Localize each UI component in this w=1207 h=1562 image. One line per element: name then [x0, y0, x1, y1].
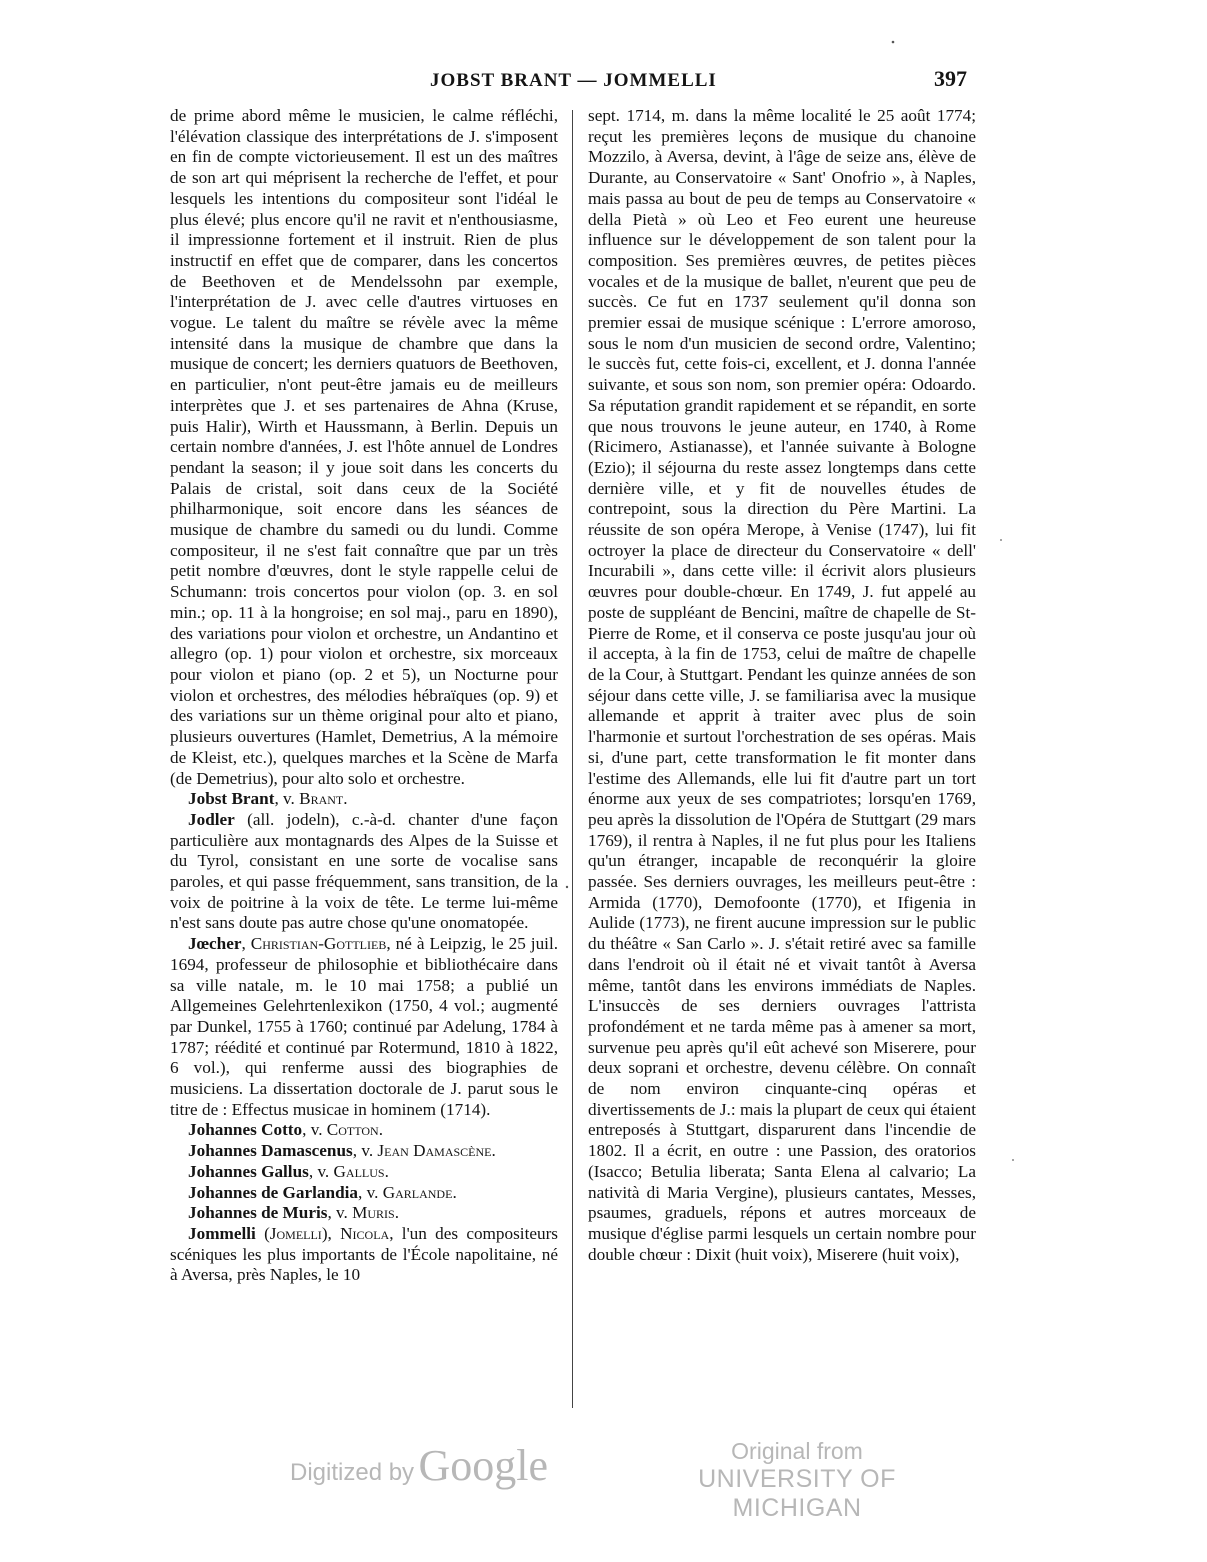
headword: Johannes de Muris [188, 1203, 328, 1223]
digitized-by-google-watermark [290, 1440, 548, 1491]
dust-speck [892, 41, 895, 44]
entry-text: , né à Leipzig, le 25 juil. 1694, professeur de philosophie et bibliothécaire dans sa ville natale, m. le 10 mai 1758; a publié un Allgemeines Gelehrtenlexikon (1750, 4 vol.; augmenté par Dunkel, 1755 à 1760; continué par Adelung, 1784 à 1787; réédité et continué par Rotermund, 1810 à 1822, 6 vol.), qui renferme aussi des biographies de musiciens. La dissertation doctorale de J. parut sous le titre de : Effectus musicae in hominem (1714). [170, 934, 559, 1119]
entry-johannes-gallus: Johannes Gallus, v. Gallus. [188, 1161, 389, 1181]
cross-reference: Muris [352, 1203, 395, 1223]
headword: Jommelli [188, 1223, 256, 1243]
original-from-watermark [672, 1438, 922, 1523]
jommelli-entry-continued: sept. 1714, m. dans la même localité le 25 août 1774; reçut les premières leçons de musique du chanoine Mozzilo, à Aversa, devint, à l'âge de seize ans, élève de Durante, au Conservatoire « Sant' Onofrio », à Naples, mais passa au bout de peu de temps au Conservatoire « della Pietà » où Leo et Feo eurent une heureuse influence sur le développement de son talent pour la composition. Ses premières œuvres, de petites pièces vocales et de la musique de ballet, n'eurent que peu de succès. Ce fut en 1737 seulement qu'il donna son premier essai de musique scénique : L'errore amoroso, sous le nom d'un musicien de second ordre, Valentino; le succès fut, cette fois-ci, excellent, et J. donna l'année suivante, et sous son nom, son premier opéra: Odoardo. Sa réputation grandit rapidement et se répandit, en sorte que nous trouvons le jeune auteur, en 1740, à Rome (Ricimero, Astianasse), et l'année suivante à Bologne (Ezio); il séjourna du reste assez longtemps dans cette dernière ville, et y fit de nouvelles études de contrepoint, sous la direction du Père Martini. La réussite de son opéra Merope, à Venise (1747), lui fit octroyer la place de directeur du Conservatoire « dell' Incurabili », dans cette ville: il écrivit alors plusieurs œuvres pour double-chœur. En 1749, J. fut appelé au poste de suppléant de Bencini, maître de chapelle de St-Pierre de Rome, et il conserva ce poste jusqu'au jour où il accepta, à la fin de 1753, celui de maître de chapelle de la Cour, à Stuttgart. Pendant les quinze années de son séjour dans cette ville, J. se familiarisa avec la musique allemande et apprit à traiter avec plus de soin l'harmonie et surtout l'orchestration de ses opéras. Mais si, d'une part, cette transformation le fit monter dans l'estime des Allemands, elle lui fit d'autre part un tort énorme aux yeux de ses compatriotes; lorsqu'en 1769, peu après la dissolution de l'Opéra de Stuttgart (29 mars 1769), il rentra à Naples, il ne fut plus pour les Italiens qu'un étranger, incapable de reconquérir la gloire passée. Ses derniers ouvrages, les meilleurs peut-être : Armida (1770), Demofoonte (1770), et Ifigenia in Aulide (1773), ne firent aucune impression sur le public du théâtre « San Carlo ». J. s'était retiré avec sa famille dans l'endroit où il était né et vivait tantôt à Aversa même, tantôt dans les environs immédiats de Naples. L'insuccès de ses derniers ouvrages l'attrista profondément et ne tarda même pas à amener sa mort, survenue peu après qu'il eût achevé son Miserere, pour deux soprani et orchestre, devenu célèbre. On connaît de nom environ cinquante-cinq opéras et divertissements de J.: mais la plupart de ceux qui étaient entreposés à Stuttgart, disparurent dans l'incendie de 1802. Il a écrit, en outre : une Passion, des oratorios (Isacco; Betulia liberata; Santa Elena al calvario; La natività di Maria Vergine), plusieurs cantates, Messes, psaumes, graduels, répons et autres morceaux de musique d'église parmi lesquels un certain nombre pour double chœur : Dixit (huit voix), Miserere (huit voix), [588, 106, 976, 1264]
original-from-label: Original from [731, 1438, 863, 1464]
punctuation: . [343, 789, 348, 809]
alternate-spelling: Jomelli [269, 1223, 322, 1243]
entry-johannes-de-muris: Johannes de Muris, v. Muris. [188, 1203, 400, 1223]
dust-speck [566, 886, 568, 888]
johannes-cross-references [170, 1120, 558, 1224]
right-column [588, 106, 976, 1265]
given-names: Christian-Gottlieb [250, 934, 387, 954]
entry-text: (all. jodeln), c.-à-d. chanter d'une façon particulière aux montagnards des Alpes de la Suisse et du Tyrol, consistant en une sorte de vocalise sans paroles, et qui passe fréquemment, sans transition, de la voix de poitrine à la voix de tête. Le terme lui-même n'est sans doute pas autre chose qu'une onomatopée. [170, 809, 558, 933]
cross-reference: Gallus [333, 1161, 385, 1181]
headword: Jœcher [188, 934, 242, 954]
entry-text: , l'un des compositeurs scéniques les plus importants de l'École napolitaine, né à Aversa, près Naples, le 10 [170, 1223, 558, 1285]
running-head: JOBST BRANT — JOMMELLI [430, 70, 717, 91]
left-column [170, 106, 558, 1286]
page-number: 397 [934, 66, 967, 91]
entry-johannes-cotto: Johannes Cotto, v. Cotton. [188, 1120, 383, 1140]
entry-jommelli: Jommelli (Jomelli), Nicola, l'un des compositeurs scéniques les plus importants de l'École napolitaine, né à Aversa, près Naples, le 10 [170, 1223, 558, 1285]
dust-speck [1012, 1159, 1014, 1161]
dust-speck [1000, 539, 1002, 541]
google-logo: Google [418, 1441, 549, 1490]
digitized-by-label: Digitized by [290, 1459, 415, 1486]
cross-reference: Garlande [382, 1182, 453, 1202]
entry-joecher: Jœcher, Christian-Gottlieb, né à Leipzig, le 25 juil. 1694, professeur de philosophie et bibliothécaire dans sa ville natale, m. le 10 mai 1758; a publié un Allgemeines Gelehrtenlexikon (1750, 4 vol.; augmenté par Dunkel, 1755 à 1760; continué par Adelung, 1784 à 1787; réédité et continué par Rotermund, 1810 à 1822, 6 vol.), qui renferme aussi des biographies de musiciens. La dissertation doctorale de J. parut sous le titre de : Effectus musicae in hominem (1714). [170, 934, 559, 1119]
cross-reference: Cotton [326, 1120, 379, 1140]
headword: Jobst Brant [188, 789, 275, 809]
headword: Johannes Cotto [188, 1120, 303, 1140]
entry-jodler [170, 810, 558, 934]
column-rule [572, 110, 573, 1408]
headword: Johannes Gallus [188, 1161, 309, 1181]
cross-reference: Brant [299, 789, 344, 809]
headword: Johannes Damascenus [188, 1141, 353, 1161]
entry-johannes-damascenus: Johannes Damascenus, v. Jean Damascène. [188, 1141, 496, 1161]
institution-name: UNIVERSITY OF MICHIGAN [698, 1465, 896, 1522]
see-also-prefix: , v. [274, 789, 300, 809]
joachim-entry-continued: de prime abord même le musicien, le calme réfléchi, l'élévation classique des interprétations de J. s'imposent en fin de compte victorieusement. Il est un des maîtres de son art qui méprisent la recherche de l'effet, et pour lesquels les intentions du compositeur sont l'idéal le plus élevé; plus encore qu'il ne ravit et n'enthousiasme, il impressionne fortement et il instruit. Rien de plus instructif en effet que de comparer, dans les concertos de Beethoven et de Mendelssohn par exemple, l'interprétation de J. avec celle d'autres virtuoses en vogue. Le talent du maître se révèle avec la même intensité dans la musique de chambre que dans la musique de concert; les derniers quatuors de Beethoven, en particulier, n'ont peut-être jamais eu de meilleurs interprètes que J. et ses partenaires de Ahna (Kruse, puis Halir), Wirth et Haussmann, à Berlin. Depuis un certain nombre d'années, J. est l'hôte annuel de Londres pendant la season; il y joue soit dans les concerts du Palais de cristal, soit dans ceux de la Société philharmonique, soit encore dans les séances de musique de chambre du samedi ou du lundi. Comme compositeur, il ne s'est fait connaître que par un très petit nombre d'œuvres, dont le style rappelle celui de Schumann: trois concertos pour violon (op. 3. en sol min.; op. 11 à la hongroise; en sol maj., paru en 1890), des variations pour violon et orchestre, un Andantino et allegro (op. 1) pour violon et orchestre, six morceaux pour violon et piano (op. 2 et 5), un Nocturne pour violon et orchestres, des mélodies hébraïques (op. 9) et des variations sur un thème original pour alto et piano, plusieurs ouvertures (Hamlet, Demetrius, A la mémoire de Kleist, etc.), quelques marches et la Scène de Marfa (de Demetrius), pour alto solo et orchestre. [170, 106, 558, 788]
headword: Johannes de Garlandia [188, 1182, 359, 1202]
headword: Jodler [188, 809, 235, 829]
given-names: Nicola [340, 1223, 390, 1243]
entry-jobst-brant [170, 789, 558, 810]
cross-reference: Jean Damascène [377, 1141, 492, 1161]
entry-johannes-de-garlandia: Johannes de Garlandia, v. Garlande. [188, 1182, 457, 1202]
